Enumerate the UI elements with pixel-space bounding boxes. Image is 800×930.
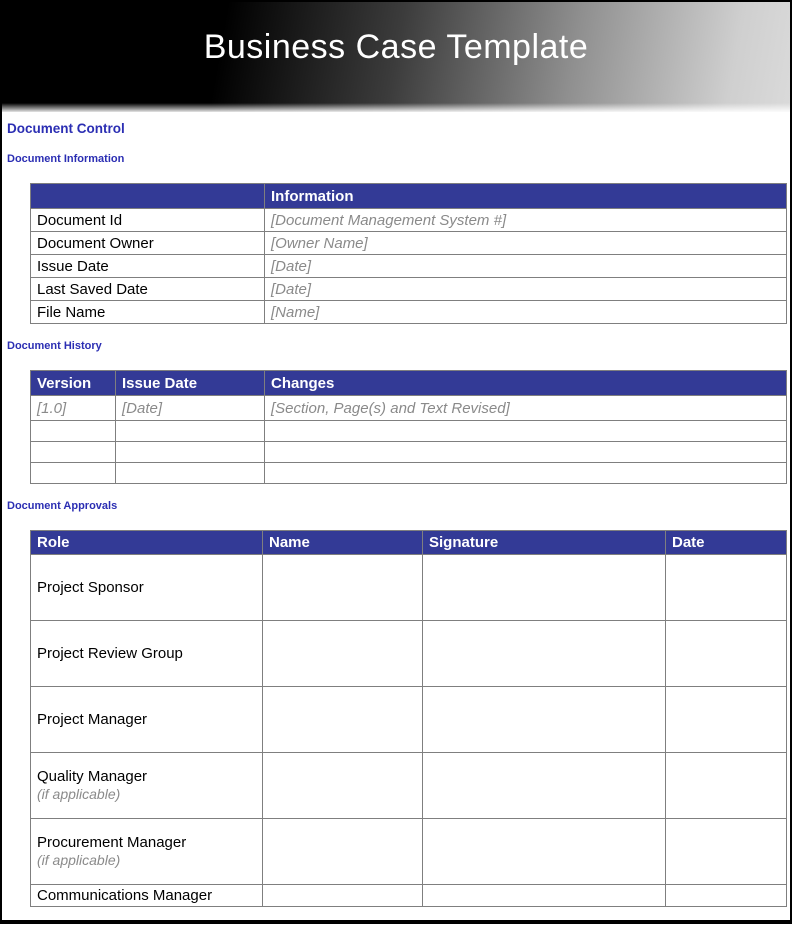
table-header-row bbox=[31, 371, 787, 396]
table-header-row bbox=[31, 531, 787, 555]
history-version-cell[interactable]: [1.0] bbox=[31, 396, 116, 421]
info-label-file-name: File Name bbox=[31, 301, 265, 324]
table-row bbox=[31, 687, 787, 753]
role-label: Quality Manager bbox=[37, 768, 148, 785]
approvals-signature-cell[interactable] bbox=[423, 819, 666, 885]
document-information-table bbox=[30, 183, 787, 324]
role-label: Project Sponsor bbox=[37, 579, 144, 596]
info-label-document-owner: Document Owner bbox=[31, 232, 265, 255]
approvals-date-cell[interactable] bbox=[666, 621, 787, 687]
table-row-empty bbox=[31, 421, 787, 442]
info-label-last-saved-date: Last Saved Date bbox=[31, 278, 265, 301]
approvals-role-quality-manager bbox=[31, 753, 263, 819]
approvals-header-name: Name bbox=[263, 531, 423, 555]
history-version-cell[interactable] bbox=[31, 463, 116, 484]
table-row bbox=[31, 885, 787, 907]
history-changes-cell[interactable]: [Section, Page(s) and Text Revised] bbox=[265, 396, 787, 421]
approvals-name-cell[interactable] bbox=[263, 819, 423, 885]
history-changes-cell[interactable] bbox=[265, 463, 787, 484]
info-value-issue-date[interactable]: [Date] bbox=[265, 255, 787, 278]
approvals-name-cell[interactable] bbox=[263, 753, 423, 819]
subsection-heading-document-information: Document Information bbox=[7, 153, 125, 165]
approvals-date-cell[interactable] bbox=[666, 555, 787, 621]
approvals-date-cell[interactable] bbox=[666, 885, 787, 907]
table-row bbox=[31, 621, 787, 687]
history-version-cell[interactable] bbox=[31, 421, 116, 442]
table-row bbox=[31, 555, 787, 621]
approvals-role-project-review-group bbox=[31, 621, 263, 687]
history-issue-date-cell[interactable]: [Date] bbox=[116, 396, 265, 421]
approvals-signature-cell[interactable] bbox=[423, 687, 666, 753]
history-version-cell[interactable] bbox=[31, 442, 116, 463]
approvals-date-cell[interactable] bbox=[666, 819, 787, 885]
table-row bbox=[31, 819, 787, 885]
approvals-role-procurement-manager bbox=[31, 819, 263, 885]
info-label-issue-date: Issue Date bbox=[31, 255, 265, 278]
document-approvals-table bbox=[30, 530, 787, 907]
table-row-empty bbox=[31, 442, 787, 463]
approvals-role-project-manager bbox=[31, 687, 263, 753]
history-changes-cell[interactable] bbox=[265, 442, 787, 463]
history-header-issue-date: Issue Date bbox=[116, 371, 265, 396]
role-note: (if applicable) bbox=[37, 852, 121, 868]
table-row bbox=[31, 232, 787, 255]
approvals-date-cell[interactable] bbox=[666, 687, 787, 753]
approvals-role-communications-manager bbox=[31, 885, 263, 907]
document-history-table bbox=[30, 370, 787, 484]
role-label: Project Review Group bbox=[37, 645, 183, 662]
approvals-date-cell[interactable] bbox=[666, 753, 787, 819]
table-row bbox=[31, 209, 787, 232]
approvals-signature-cell[interactable] bbox=[423, 621, 666, 687]
history-header-changes: Changes bbox=[265, 371, 787, 396]
table-row bbox=[31, 278, 787, 301]
approvals-name-cell[interactable] bbox=[263, 555, 423, 621]
approvals-signature-cell[interactable] bbox=[423, 885, 666, 907]
history-issue-date-cell[interactable] bbox=[116, 463, 265, 484]
history-header-version: Version bbox=[31, 371, 116, 396]
approvals-name-cell[interactable] bbox=[263, 687, 423, 753]
info-value-document-owner[interactable]: [Owner Name] bbox=[265, 232, 787, 255]
info-header-information: Information bbox=[265, 184, 787, 209]
subsection-heading-document-history: Document History bbox=[7, 340, 102, 352]
info-value-file-name[interactable]: [Name] bbox=[265, 301, 787, 324]
info-label-document-id: Document Id bbox=[31, 209, 265, 232]
history-issue-date-cell[interactable] bbox=[116, 421, 265, 442]
approvals-header-date: Date bbox=[666, 531, 787, 555]
approvals-role-project-sponsor bbox=[31, 555, 263, 621]
approvals-signature-cell[interactable] bbox=[423, 555, 666, 621]
role-label: Project Manager bbox=[37, 711, 148, 728]
table-row-empty bbox=[31, 463, 787, 484]
approvals-header-role: Role bbox=[31, 531, 263, 555]
table-row bbox=[31, 396, 787, 421]
approvals-header-signature: Signature bbox=[423, 531, 666, 555]
approvals-signature-cell[interactable] bbox=[423, 753, 666, 819]
document-body bbox=[2, 112, 790, 907]
role-label: Procurement Manager bbox=[37, 834, 187, 851]
role-note: (if applicable) bbox=[37, 786, 121, 802]
info-header-blank bbox=[31, 184, 265, 209]
role-label: Communications Manager bbox=[37, 887, 213, 904]
subsection-heading-document-approvals: Document Approvals bbox=[7, 500, 118, 512]
history-issue-date-cell[interactable] bbox=[116, 442, 265, 463]
section-heading-document-control: Document Control bbox=[7, 121, 125, 136]
table-row bbox=[31, 301, 787, 324]
info-value-last-saved-date[interactable]: [Date] bbox=[265, 278, 787, 301]
approvals-name-cell[interactable] bbox=[263, 621, 423, 687]
history-changes-cell[interactable] bbox=[265, 421, 787, 442]
info-value-document-id[interactable]: [Document Management System #] bbox=[265, 209, 787, 232]
title-banner bbox=[2, 2, 790, 112]
table-header-row bbox=[31, 184, 787, 209]
table-row bbox=[31, 753, 787, 819]
page-title: Business Case Template bbox=[203, 28, 589, 66]
approvals-name-cell[interactable] bbox=[263, 885, 423, 907]
table-row bbox=[31, 255, 787, 278]
